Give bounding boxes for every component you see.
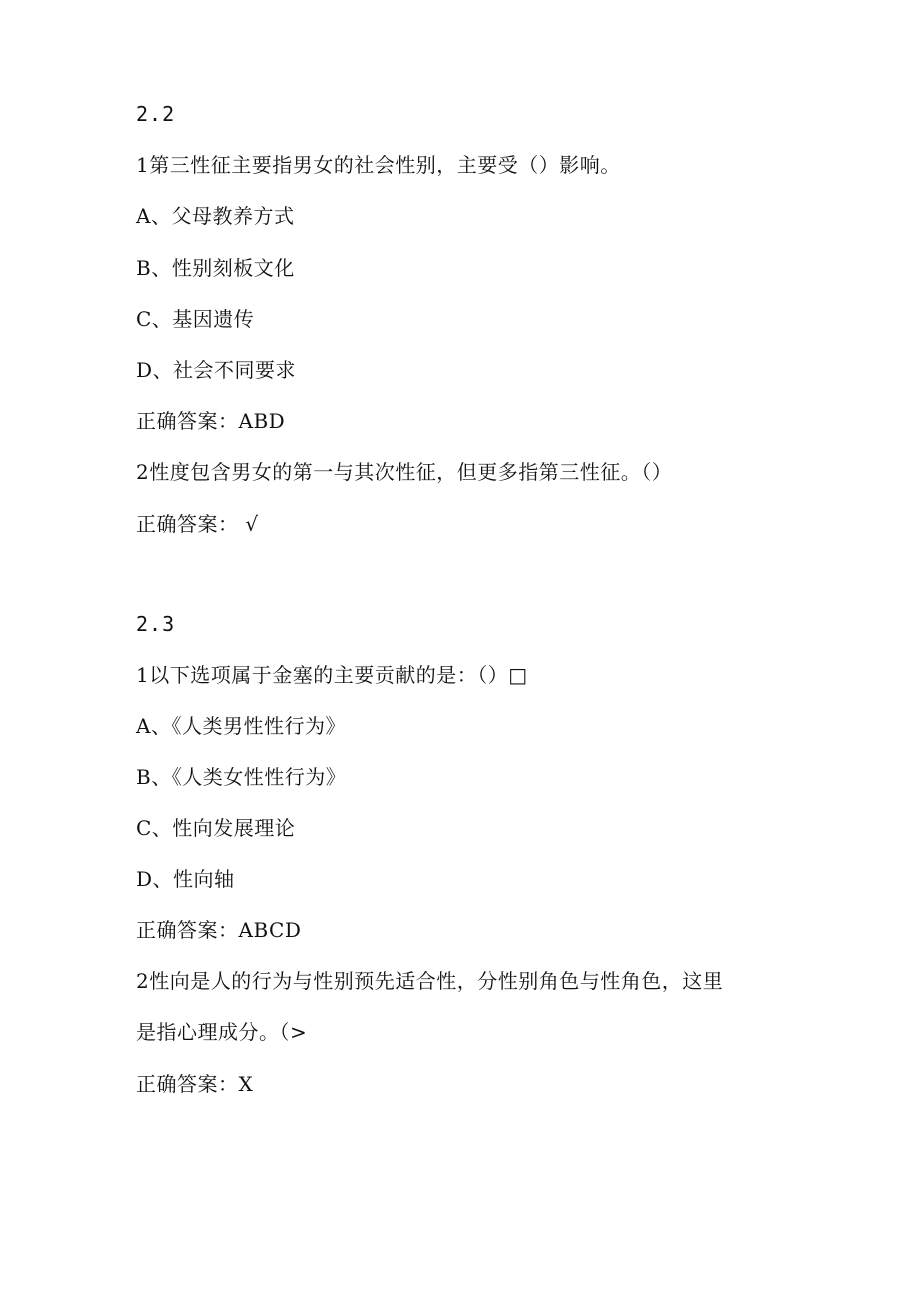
option-b: B、性别刻板文化 (136, 256, 295, 280)
question-text: 1第三性征主要指男女的社会性别，主要受（）影响。 (136, 153, 621, 177)
answer-text: 正确答案：ABCD (136, 918, 302, 942)
question-text-line2: 是指心理成分。（> (136, 1020, 308, 1044)
option-c: C、性向发展理论 (136, 816, 296, 840)
option-a: A、父母教养方式 (136, 204, 295, 228)
option-d: D、性向轴 (136, 867, 235, 891)
option-c: C、基因遗传 (136, 307, 255, 331)
question-text: 2性度包含男女的第一与其次性征，但更多指第三性征。（） (136, 460, 673, 484)
section-heading: 2.2 (136, 102, 176, 126)
answer-text: 正确答案：ABD (136, 409, 286, 433)
option-b: B、《人类女性性行为》 (136, 765, 347, 789)
question-text: 1以下选项属于金塞的主要贡献的是：（）□ (136, 663, 528, 687)
option-a: A、《人类男性性行为》 (136, 714, 346, 738)
section-heading: 2.3 (136, 612, 176, 636)
answer-text: 正确答案：X (136, 1072, 254, 1096)
answer-text: 正确答案： √ (136, 512, 259, 536)
option-d: D、社会不同要求 (136, 358, 297, 382)
question-text-line1: 2性向是人的行为与性别预先适合性，分性别角色与性角色，这里 (136, 969, 724, 993)
